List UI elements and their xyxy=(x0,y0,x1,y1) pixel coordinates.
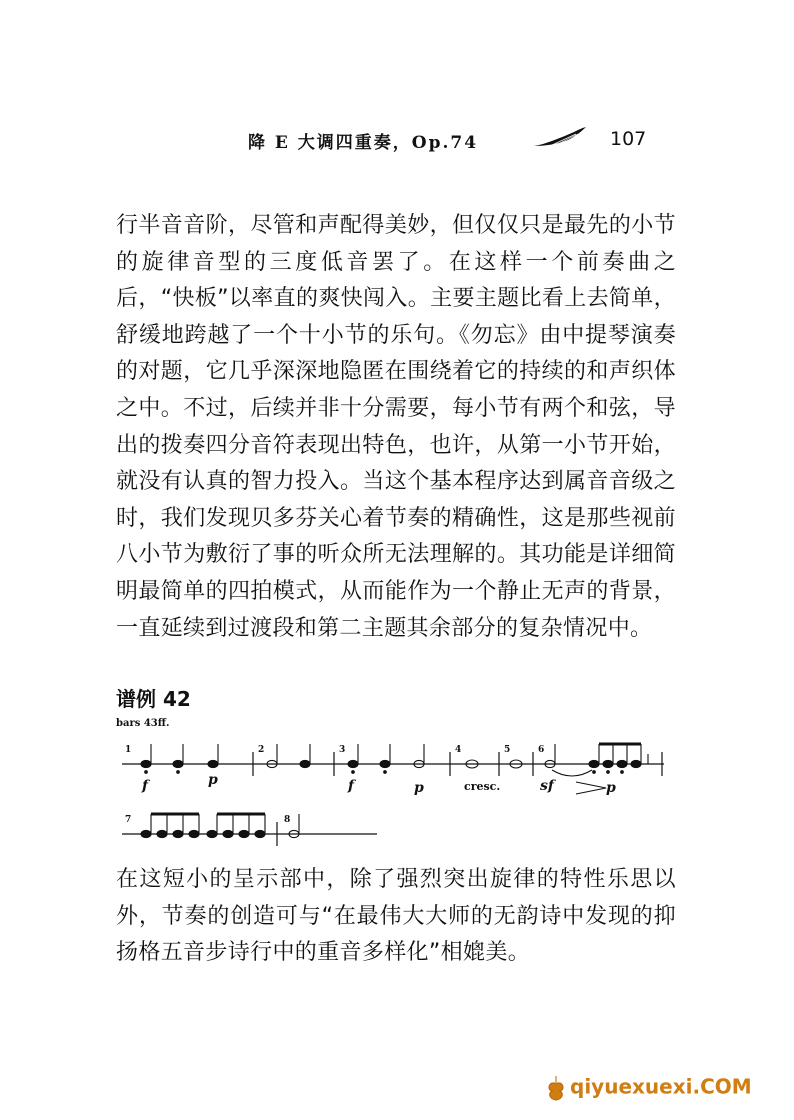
bar-number: 2 xyxy=(258,745,265,755)
watermark-text: qiyuexuexi.COM xyxy=(570,1074,752,1099)
score-caption: bars 43ff. xyxy=(116,718,170,729)
site-watermark xyxy=(546,1074,752,1102)
notes-system-2 xyxy=(141,814,299,846)
running-header xyxy=(248,126,668,156)
music-excerpt xyxy=(112,712,672,852)
dynamics-system-1 xyxy=(141,772,616,796)
bar-numbers xyxy=(125,745,544,755)
quill-pen-icon xyxy=(532,126,588,150)
bar-number: 8 xyxy=(284,815,291,825)
bar-number: 6 xyxy=(538,745,545,755)
bar-number: 3 xyxy=(339,745,346,755)
dynamic-marking: f xyxy=(348,778,355,794)
dynamic-marking: p xyxy=(606,780,616,796)
dynamic-marking: sf xyxy=(540,778,554,794)
bar-number: 1 xyxy=(125,745,132,755)
dynamic-marking: p xyxy=(208,772,218,788)
body-paragraph-2: 在这短小的呈示部中，除了强烈突出旋律的特性乐思以外，节奏的创造可与“在最伟大大师的无韵诗中发现的抑扬格五音步诗行中的重音多样化”相媲美。 xyxy=(116,867,676,966)
body-paragraph-1: 行半音音阶，尽管和声配得美妙，但仅仅只是最先的小节的旋律音型的三度低音罢了。在这样一个前奏曲之后，“快板”以率直的爽快闯入。主要主题比看上去简单，舒缓地跨越了一个十小节的乐句。《勿忘》由中提琴演奏的对题，它几乎深深地隐匿在围绕着它的持续的和声织体之中。不过，后续并非十分需要，每小节有两个和弦，导出的拨奏四分音符表现出特色，也许，从第一小节开始，就没有认真的智力投入。当这个基本程序达到属音音级之时，我们发现贝多芬关心着节奏的精确性，这是那些视前八小节为敷衍了事的听众所无法理解的。其功能是详细简明最简单的四拍模式，从而能作为一个静止无声的背景，一直延续到过渡段和第二主题其余部分的复杂情况中。 xyxy=(116,213,676,641)
violin-logo-icon xyxy=(546,1074,566,1102)
bar-number: 4 xyxy=(455,745,462,755)
page-number: 107 xyxy=(610,128,647,150)
dynamic-marking: cresc. xyxy=(464,780,501,793)
bar-number: 7 xyxy=(125,815,132,825)
dynamic-marking: f xyxy=(142,778,149,794)
bar-number: 5 xyxy=(504,745,511,755)
example-label: 谱例 42 xyxy=(116,687,191,711)
running-title: 降 E 大调四重奏，Op.74 xyxy=(248,133,479,153)
dynamic-marking: p xyxy=(414,780,424,796)
